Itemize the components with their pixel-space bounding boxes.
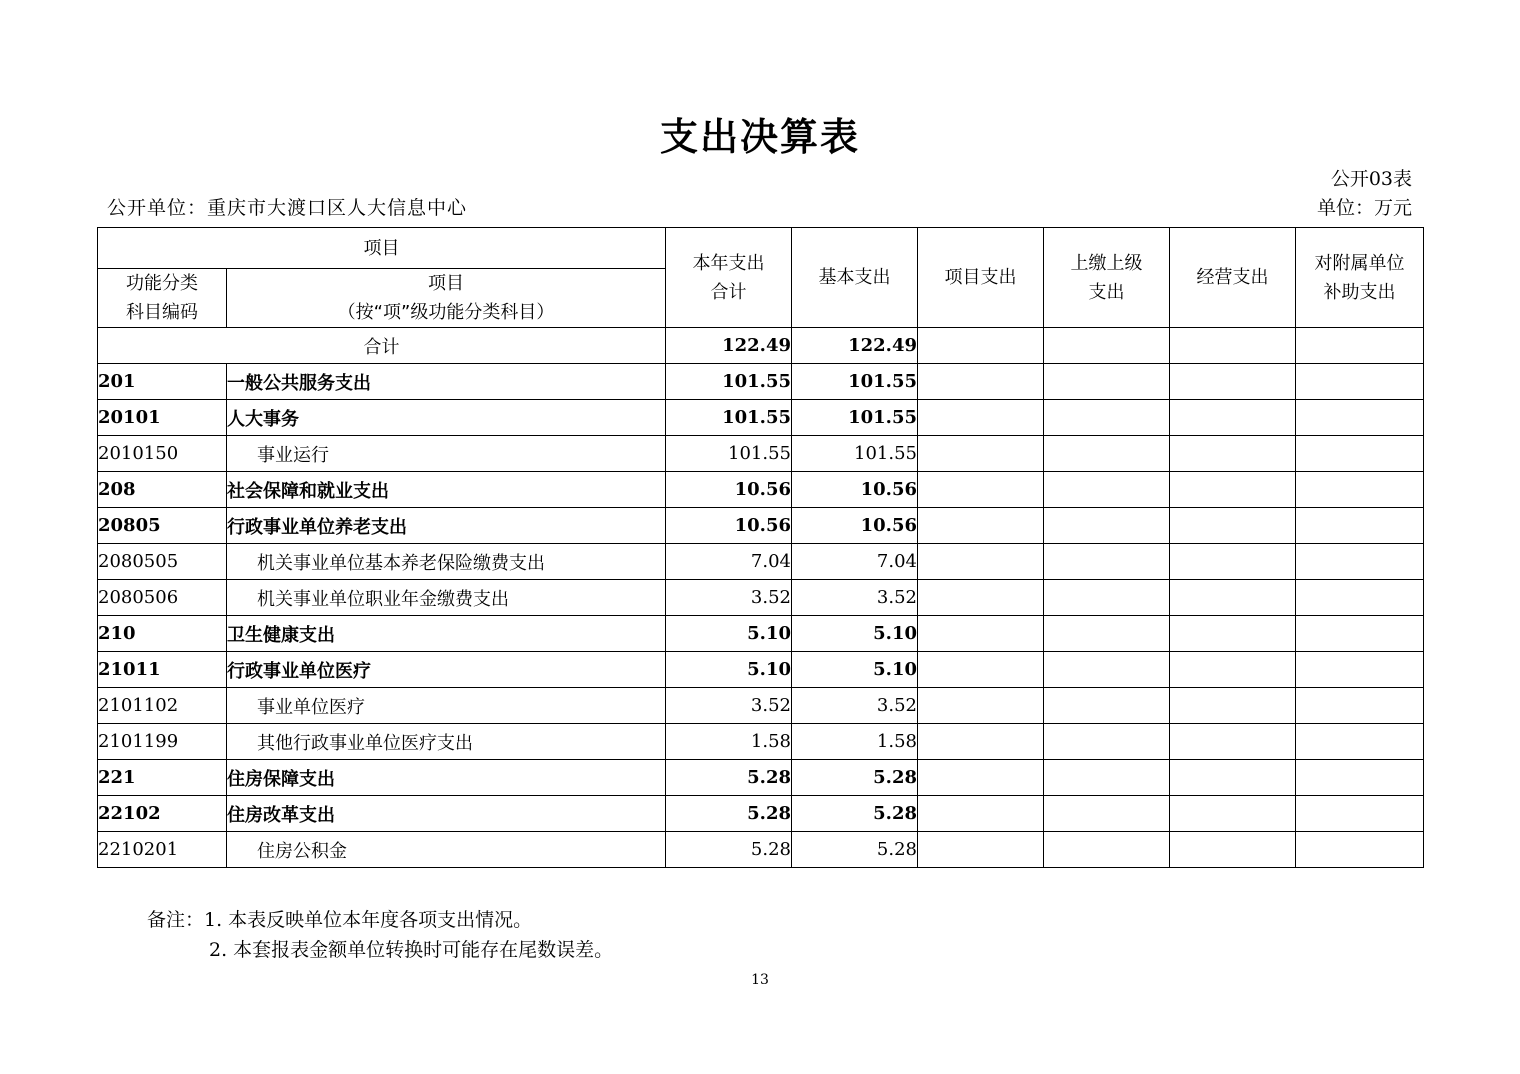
- total-cell: 5.28: [666, 760, 792, 796]
- subsidy-cell: [1296, 760, 1424, 796]
- project-cell: [918, 796, 1044, 832]
- subsidy-cell: [1296, 436, 1424, 472]
- table-row: [98, 400, 1424, 436]
- subsidy-cell: [1296, 364, 1424, 400]
- code-cell: 21011: [98, 652, 227, 688]
- table-row: [98, 796, 1424, 832]
- name-cell: 住房保障支出: [227, 760, 666, 796]
- total-cell: 5.10: [666, 616, 792, 652]
- project-cell: [918, 688, 1044, 724]
- basic-cell: 5.10: [792, 616, 918, 652]
- header-func-code: 功能分类 科目编码: [98, 269, 227, 328]
- total-cell: 101.55: [666, 436, 792, 472]
- table-row: [98, 508, 1424, 544]
- project-cell: [918, 580, 1044, 616]
- code-cell: 208: [98, 472, 227, 508]
- upper-cell: [1044, 832, 1170, 868]
- business-cell: [1170, 832, 1296, 868]
- upper-cell: [1044, 760, 1170, 796]
- project-cell: [918, 616, 1044, 652]
- project-cell: [918, 472, 1044, 508]
- header-subsidy: 对附属单位 补助支出: [1296, 228, 1424, 328]
- basic-cell: 101.55: [792, 364, 918, 400]
- code-cell: 210: [98, 616, 227, 652]
- basic-cell: 10.56: [792, 508, 918, 544]
- business-cell: [1170, 508, 1296, 544]
- subsidy-cell: [1296, 616, 1424, 652]
- table-row: [98, 688, 1424, 724]
- header-basic: 基本支出: [792, 228, 918, 328]
- upper-cell: [1044, 688, 1170, 724]
- basic-cell: 101.55: [792, 436, 918, 472]
- upper-cell: [1044, 616, 1170, 652]
- project-cell: [918, 436, 1044, 472]
- name-cell: 事业运行: [227, 436, 666, 472]
- code-cell: 2101199: [98, 724, 227, 760]
- basic-cell: 1.58: [792, 724, 918, 760]
- basic-cell: 5.28: [792, 796, 918, 832]
- business-cell: [1170, 724, 1296, 760]
- total-cell: 5.10: [666, 652, 792, 688]
- total-amount: 122.49: [666, 328, 792, 364]
- code-cell: 20805: [98, 508, 227, 544]
- subsidy-cell: [1296, 832, 1424, 868]
- table-row: [98, 832, 1424, 868]
- project-cell: [918, 544, 1044, 580]
- code-cell: 2101102: [98, 688, 227, 724]
- basic-cell: 5.28: [792, 760, 918, 796]
- header-total: 本年支出 合计: [666, 228, 792, 328]
- code-cell: 2010150: [98, 436, 227, 472]
- project-cell: [918, 652, 1044, 688]
- upper-cell: [1044, 472, 1170, 508]
- basic-cell: 101.55: [792, 400, 918, 436]
- project-cell: [918, 400, 1044, 436]
- project-cell: [918, 832, 1044, 868]
- name-cell: 社会保障和就业支出: [227, 472, 666, 508]
- code-cell: 221: [98, 760, 227, 796]
- business-cell: [1170, 796, 1296, 832]
- name-cell: 行政事业单位养老支出: [227, 508, 666, 544]
- upper-cell: [1044, 508, 1170, 544]
- subsidy-cell: [1296, 688, 1424, 724]
- name-cell: 人大事务: [227, 400, 666, 436]
- name-cell: 行政事业单位医疗: [227, 652, 666, 688]
- name-cell: 一般公共服务支出: [227, 364, 666, 400]
- code-cell: 201: [98, 364, 227, 400]
- total-cell: 1.58: [666, 724, 792, 760]
- basic-cell: 7.04: [792, 544, 918, 580]
- upper-cell: [1044, 580, 1170, 616]
- total-cell: 5.28: [666, 832, 792, 868]
- total-cell: 10.56: [666, 508, 792, 544]
- expenditure-table: [97, 227, 1424, 868]
- basic-cell: 5.10: [792, 652, 918, 688]
- header-item-name: 项目 （按“项”级功能分类科目）: [227, 269, 666, 328]
- total-label: 合计: [98, 328, 666, 364]
- table-row: [98, 652, 1424, 688]
- code-cell: 2210201: [98, 832, 227, 868]
- total-cell: 101.55: [666, 400, 792, 436]
- upper-cell: [1044, 364, 1170, 400]
- total-cell: 7.04: [666, 544, 792, 580]
- table-row: [98, 472, 1424, 508]
- header-business: 经营支出: [1170, 228, 1296, 328]
- reporting-unit: 公开单位：重庆市大渡口区人大信息中心: [107, 197, 468, 219]
- page-title: 支出决算表: [659, 115, 860, 159]
- business-cell: [1170, 364, 1296, 400]
- currency-unit: 单位：万元: [1316, 197, 1412, 219]
- basic-cell: 10.56: [792, 472, 918, 508]
- note-2: 2. 本套报表金额单位转换时可能存在尾数误差。: [209, 939, 614, 961]
- table-row: [98, 580, 1424, 616]
- basic-cell: 3.52: [792, 688, 918, 724]
- name-cell: 住房改革支出: [227, 796, 666, 832]
- business-cell: [1170, 544, 1296, 580]
- project-cell: [918, 760, 1044, 796]
- subsidy-cell: [1296, 400, 1424, 436]
- upper-cell: [1044, 544, 1170, 580]
- basic-cell: 3.52: [792, 580, 918, 616]
- business-cell: [1170, 436, 1296, 472]
- total-cell: 5.28: [666, 796, 792, 832]
- notes: [147, 905, 613, 965]
- upper-cell: [1044, 652, 1170, 688]
- business-cell: [1170, 652, 1296, 688]
- project-cell: [918, 364, 1044, 400]
- business-cell: [1170, 400, 1296, 436]
- subsidy-cell: [1296, 544, 1424, 580]
- subsidy-cell: [1296, 724, 1424, 760]
- header-item: 项目: [98, 228, 666, 269]
- code-cell: 22102: [98, 796, 227, 832]
- name-cell: 住房公积金: [227, 832, 666, 868]
- table-row: [98, 544, 1424, 580]
- note-1: 备注：1. 本表反映单位本年度各项支出情况。: [147, 909, 533, 931]
- table-row: [98, 724, 1424, 760]
- business-cell: [1170, 688, 1296, 724]
- upper-cell: [1044, 436, 1170, 472]
- business-cell: [1170, 472, 1296, 508]
- upper-cell: [1044, 796, 1170, 832]
- form-number: 公开03表: [1330, 168, 1412, 190]
- business-cell: [1170, 616, 1296, 652]
- total-row: [98, 328, 1424, 364]
- total-cell: 3.52: [666, 688, 792, 724]
- table-row: [98, 616, 1424, 652]
- name-cell: 其他行政事业单位医疗支出: [227, 724, 666, 760]
- header-project: 项目支出: [918, 228, 1044, 328]
- subsidy-cell: [1296, 796, 1424, 832]
- total-cell: 101.55: [666, 364, 792, 400]
- business-cell: [1170, 580, 1296, 616]
- code-cell: 20101: [98, 400, 227, 436]
- total-cell: 10.56: [666, 472, 792, 508]
- name-cell: 事业单位医疗: [227, 688, 666, 724]
- name-cell: 机关事业单位基本养老保险缴费支出: [227, 544, 666, 580]
- business-cell: [1170, 760, 1296, 796]
- table-row: [98, 364, 1424, 400]
- name-cell: 机关事业单位职业年金缴费支出: [227, 580, 666, 616]
- header-upper: 上缴上级 支出: [1044, 228, 1170, 328]
- subsidy-cell: [1296, 652, 1424, 688]
- table-row: [98, 760, 1424, 796]
- project-cell: [918, 508, 1044, 544]
- table-row: [98, 436, 1424, 472]
- upper-cell: [1044, 724, 1170, 760]
- code-cell: 2080506: [98, 580, 227, 616]
- page-number: 13: [751, 972, 769, 988]
- project-cell: [918, 724, 1044, 760]
- total-cell: 3.52: [666, 580, 792, 616]
- subsidy-cell: [1296, 472, 1424, 508]
- code-cell: 2080505: [98, 544, 227, 580]
- header-row: [98, 228, 1424, 269]
- subsidy-cell: [1296, 580, 1424, 616]
- upper-cell: [1044, 400, 1170, 436]
- subsidy-cell: [1296, 508, 1424, 544]
- name-cell: 卫生健康支出: [227, 616, 666, 652]
- basic-cell: 5.28: [792, 832, 918, 868]
- total-basic: 122.49: [792, 328, 918, 364]
